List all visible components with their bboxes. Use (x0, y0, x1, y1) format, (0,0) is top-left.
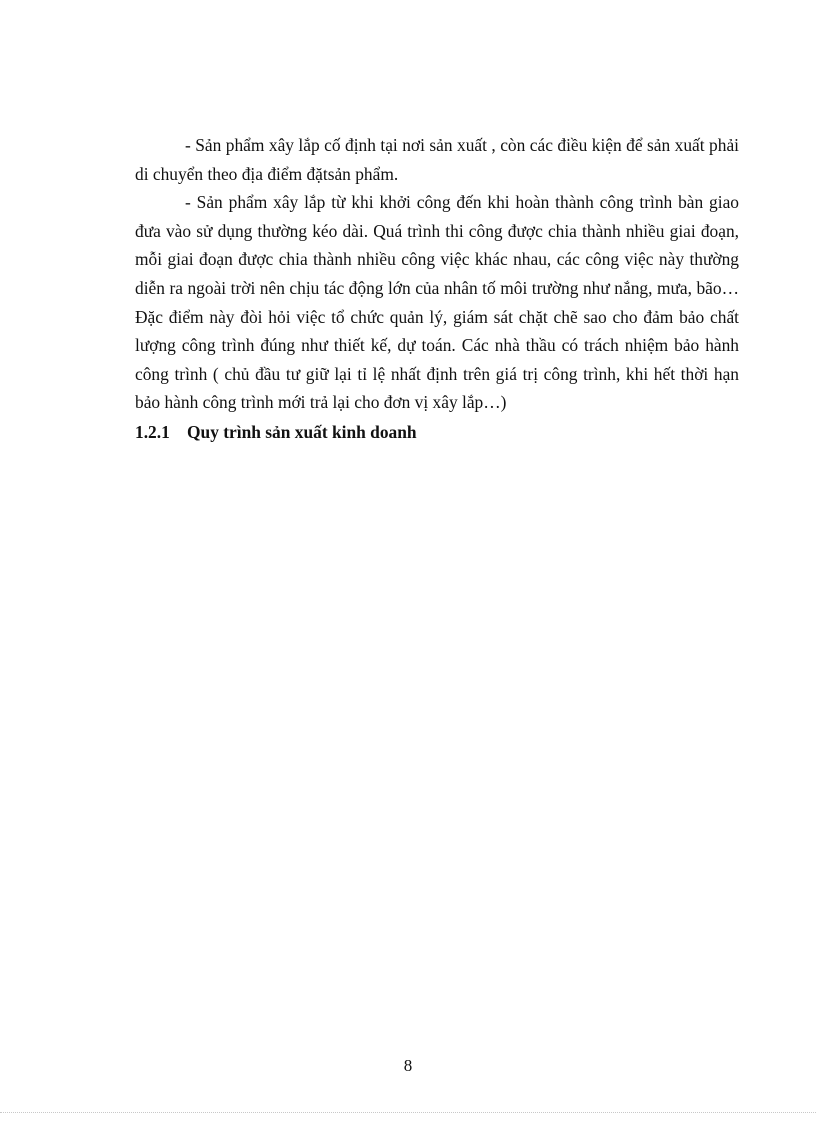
page-bottom-divider (0, 1112, 816, 1113)
paragraph-fixed-product: - Sản phẩm xây lắp cố định tại nơi sản xuất , còn các điều kiện để sản xuất phải di chuyển theo địa điểm đặtsản phẩm. (135, 135, 739, 184)
page-number: 8 (403, 1056, 413, 1075)
page-body (135, 131, 739, 447)
section-heading (135, 418, 739, 447)
section-title: Quy trình sản xuất kinh doanh (187, 421, 417, 442)
section-number: 1.2.1 (135, 421, 170, 442)
paragraph-construction-duration: - Sản phẩm xây lắp từ khi khởi công đến khi hoàn thành công trình bàn giao đưa vào sử dụng thường kéo dài. Quá trình thi công được chia thành nhiều giai đoạn, mỗi giai đoạn được chia thành nhiều công việc khác nhau, các công việc này thường diễn ra ngoài trời nên chịu tác động lớn của nhân tố môi trường như nắng, mưa, bão…Đặc điểm này đòi hỏi việc tổ chức quản lý, giám sát chặt chẽ sao cho đảm bảo chất lượng công trình đúng như thiết kế, dự toán. Các nhà thầu có trách nhiệm bảo hành công trình ( chủ đầu tư giữ lại tỉ lệ nhất định trên giá trị công trình, khi hết thời hạn bảo hành công trình mới trả lại cho đơn vị xây lắp…) (135, 192, 739, 413)
